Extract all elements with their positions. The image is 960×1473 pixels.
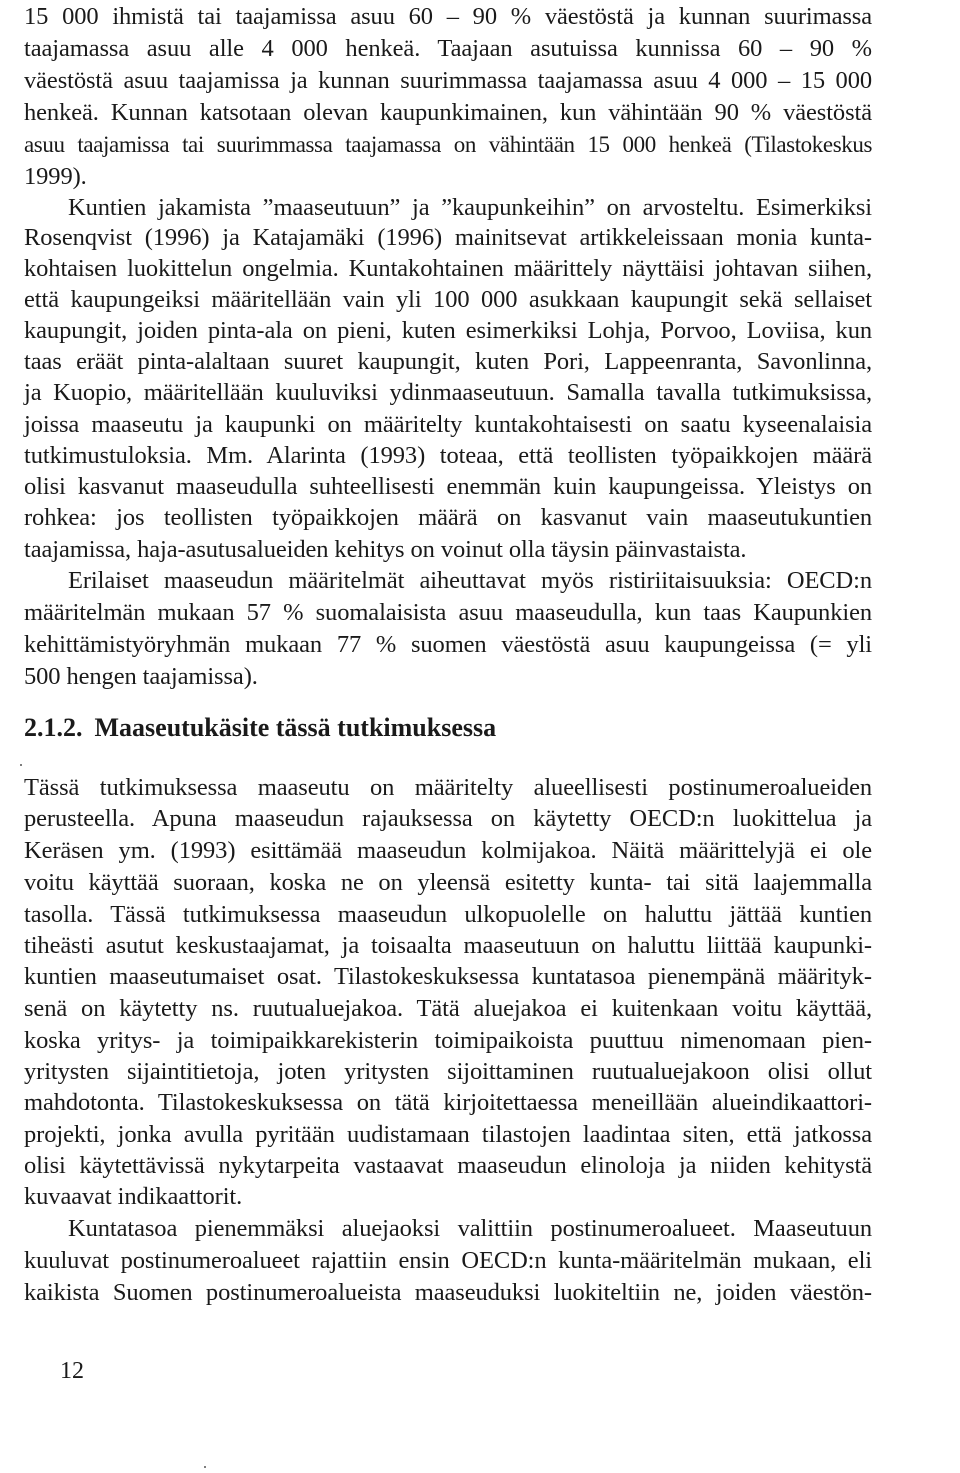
text-line: tasolla. Tässä tutkimuksessa maaseudun ulkopuolelle on haluttu jättää kuntien — [24, 901, 872, 928]
text-line: kaupungit, joiden pinta-ala on pieni, kuten esimerkiksi Lohja, Porvoo, Loviisa, kun — [24, 317, 872, 344]
text-line: taas eräät pinta-alaltaan suuret kaupungit, kuten Pori, Lappeenranta, Savonlinna, — [24, 348, 872, 375]
text-line: kuuluvat postinumeroalueet rajattiin ensin OECD:n kunta-määritelmän mukaan, eli — [24, 1247, 872, 1274]
text-line: kehittämistyöryhmän mukaan 77 % suomen väestöstä asuu kaupungeissa (= yli — [24, 631, 872, 658]
text-line: taajamissa, haja-asutusalueiden kehitys on voinut olla täysin päinvastaista. — [24, 536, 747, 563]
text-line: koska yritys- ja toimipaikkarekisterin toimipaikoista puuttuu nimenomaan pien- — [24, 1027, 872, 1054]
text-line: joissa maaseutu ja kaupunki on määritelty kuntakohtaisesti on saatu kyseenalaisia — [24, 411, 872, 438]
text-line: tiheästi asutut keskustaajamat, ja toisaalta maaseutuun on haluttu liittää kaupunki- — [24, 932, 872, 959]
text-line: että kaupungeiksi määritellään vain yli 100 000 asukkaan kaupungit sekä sellaiset — [24, 286, 872, 313]
text-line: asuu taajamissa tai suurimmassa taajamassa on vähintään 15 000 henkeä (Tilastokeskus — [24, 132, 872, 157]
text-line: ja Kuopio, määritellään kuuluviksi ydinmaaseutuun. Samalla tavalla tutkimuksissa, — [24, 379, 872, 406]
text-line: Erilaiset maaseudun määritelmät aiheuttavat myös ristiriitaisuuksia: OECD:n — [68, 567, 872, 594]
text-line: yritysten sijaintitietoja, joten yritysten sijoittaminen ruutualuejakoon olisi ollut — [24, 1058, 872, 1085]
page-number: 12 — [60, 1358, 84, 1384]
text-line: 500 hengen taajamissa). — [24, 663, 258, 690]
text-line: senä on käytetty ns. ruutualuejakoa. Tätä aluejakoa ei kuitenkaan voitu käyttää, — [24, 995, 872, 1022]
text-line: 15 000 ihmistä tai taajamissa asuu 60 – 90 % väestöstä ja kunnan suurimassa — [24, 3, 872, 30]
text-line: 1999). — [24, 163, 87, 190]
text-line: voitu käyttää suoraan, koska ne on yleensä esitetty kunta- tai sitä laajemmalla — [24, 869, 872, 896]
section-number: 2.1.2. — [24, 713, 83, 742]
text-line: olisi käytettävissä nykytarpeita vastaavat maaseudun elinoloja ja niiden kehitystä — [24, 1152, 872, 1179]
text-line: Rosenqvist (1996) ja Katajamäki (1996) mainitsevat artikkeleissaan monia kunta- — [24, 224, 872, 251]
text-line: kuntien maaseutumaiset osat. Tilastokeskuksessa kuntatasoa pienempänä määrityk- — [24, 963, 872, 990]
scan-speck — [204, 1466, 206, 1468]
text-line: taajamassa asuu alle 4 000 henkeä. Taajaan asutuissa kunnissa 60 – 90 % — [24, 35, 872, 62]
text-line: henkeä. Kunnan katsotaan olevan kaupunkimainen, kun vähintään 90 % väestöstä — [24, 99, 872, 126]
text-line: kaikista Suomen postinumeroalueista maaseuduksi luokiteltiin ne, joiden väestön- — [24, 1279, 872, 1306]
text-line: määritelmän mukaan 57 % suomalaisista asuu maaseudulla, kun taas Kaupunkien — [24, 599, 872, 626]
text-line: projekti, jonka avulla pyritään uudistamaan tilastojen laadintaa siten, että jatkossa — [24, 1121, 872, 1148]
text-line: tutkimustuloksia. Mm. Alarinta (1993) toteaa, että teollisten työpaikkojen määrä — [24, 442, 872, 469]
text-line: väestöstä asuu taajamissa ja kunnan suurimmassa taajamassa asuu 4 000 – 15 000 — [24, 67, 872, 94]
text-line: kohtaisen luokittelun ongelmia. Kuntakohtainen määrittely näyttäisi johtavan siihen, — [24, 255, 872, 282]
text-line: mahdotonta. Tilastokeskuksessa on tätä kirjoitettaessa meneillään alueindikaattori- — [24, 1089, 872, 1116]
section-heading — [24, 712, 496, 744]
text-line: Kuntien jakamista ”maaseutuun” ja ”kaupunkeihin” on arvosteltu. Esimerkiksi — [68, 194, 872, 221]
section-title: Maaseutukäsite tässä tutkimuksessa — [94, 713, 497, 742]
text-line: Kuntatasoa pienemmäksi aluejaoksi valittiin postinumeroalueet. Maaseutuun — [68, 1215, 872, 1242]
text-line: Keräsen ym. (1993) esittämää maaseudun kolmijakoa. Näitä määrittelyjä ei ole — [24, 837, 872, 864]
text-line: kuvaavat indikaattorit. — [24, 1183, 243, 1210]
text-line: rohkea: jos teollisten työpaikkojen määrä on kasvanut vain maaseutukuntien — [24, 504, 872, 531]
text-line: olisi kasvanut maaseudulla suhteellisesti enemmän kuin kaupungeissa. Yleistys on — [24, 473, 872, 500]
scan-speck — [20, 764, 22, 766]
text-line: perusteella. Apuna maaseudun rajauksessa on käytetty OECD:n luokittelua ja — [24, 805, 872, 832]
text-line: Tässä tutkimuksessa maaseutu on määritelty alueellisesti postinumeroalueiden — [24, 774, 872, 801]
